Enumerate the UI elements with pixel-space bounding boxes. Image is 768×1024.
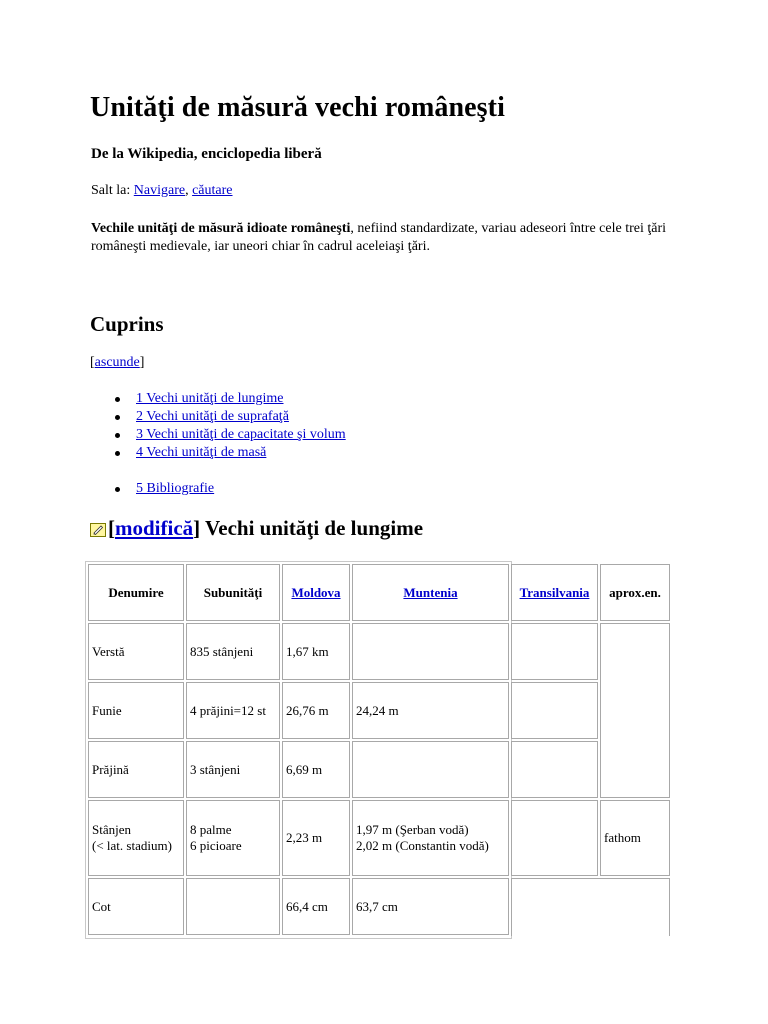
subunitati-line: 6 picioare (190, 838, 242, 853)
table-cell-subunitati: 4 prăjini=12 st (186, 682, 280, 739)
bullet-icon (115, 415, 120, 420)
toc-hide-open: [ (90, 355, 95, 370)
toc-list-extra (115, 480, 214, 498)
table-cell-muntenia (352, 623, 509, 680)
subunitati-line: 8 palme (190, 822, 232, 837)
toc-list (115, 390, 346, 462)
table-cell-denumire: Verstă (88, 623, 184, 680)
jump-to-bar (91, 183, 233, 199)
bullet-icon (115, 487, 120, 492)
toc-item (115, 390, 346, 408)
edit-open: [ (108, 516, 115, 540)
intro-paragraph (91, 220, 681, 256)
page-subtitle: De la Wikipedia, enciclopedia liberă (91, 146, 322, 162)
table-cell-moldova: 66,4 cm (282, 878, 350, 935)
table-cell-aprox-en: fathom (600, 800, 670, 876)
toc-link-masa[interactable]: 4 Vechi unităţi de masă (136, 445, 267, 460)
table-cell-denumire: Funie (88, 682, 184, 739)
table-cell-moldova: 6,69 m (282, 741, 350, 798)
units-table (85, 561, 670, 939)
section-title: Vechi unităţi de lungime (200, 516, 424, 540)
search-link[interactable]: căutare (192, 183, 233, 198)
muntenia-line: 1,97 m (Şerban vodă) (356, 822, 469, 837)
denumire-line: (< lat. stadium) (92, 838, 172, 853)
page-title: Unităţi de măsură vechi româneşti (90, 92, 505, 123)
intro-bold-term: Vechile unităţi de măsură idioate româneşti (91, 221, 351, 236)
toc-item (115, 408, 346, 426)
transilvania-link[interactable]: Transilvania (519, 584, 590, 600)
toc-item (115, 426, 346, 444)
table-cell-aprox-empty (600, 623, 670, 798)
header-subunitati: Subunităţi (186, 564, 280, 621)
header-transilvania (511, 564, 598, 621)
intro-text: , nefiind standardizate, variau adeseori între cele trei ţări româneşti medievale, iar uneori chiar în cadrul aceleiaşi ţări. (91, 221, 667, 254)
table-cell-denumire (88, 800, 184, 876)
table-cell-denumire: Prăjină (88, 741, 184, 798)
header-aprox-en: aprox.en. (600, 564, 670, 621)
table-cell-muntenia (352, 741, 509, 798)
table-cell-moldova: 26,76 m (282, 682, 350, 739)
bullet-icon (115, 397, 120, 402)
denumire-line: Stânjen (92, 822, 131, 837)
bullet-icon (115, 433, 120, 438)
muntenia-line: 2,02 m (Constantin vodă) (356, 838, 489, 853)
toc-link-bibliografie[interactable]: 5 Bibliografie (136, 481, 215, 496)
table-cell-muntenia (352, 800, 509, 876)
navigation-link[interactable]: Navigare (133, 183, 186, 198)
table-cell-denumire: Cot (88, 878, 184, 935)
table-cell-transilvania (511, 878, 670, 936)
jump-separator: , (185, 183, 193, 198)
table-cell-moldova: 1,67 km (282, 623, 350, 680)
moldova-link[interactable]: Moldova (291, 584, 341, 600)
table-cell-transilvania (511, 623, 598, 680)
edit-section-link[interactable]: modifică (115, 516, 194, 540)
toc-link-suprafata[interactable]: 2 Vechi unităţi de suprafaţă (136, 409, 289, 424)
edit-pencil-icon[interactable] (90, 523, 106, 537)
table-cell-subunitati (186, 800, 280, 876)
header-moldova (282, 564, 350, 621)
toc-hide-close: ] (139, 355, 145, 370)
toc-hide-link[interactable]: ascunde (94, 355, 140, 370)
table-cell-moldova: 2,23 m (282, 800, 350, 876)
table-cell-transilvania (511, 800, 598, 876)
bullet-icon (115, 451, 120, 456)
jump-prefix: Salt la: (91, 183, 134, 198)
header-denumire: Denumire (88, 564, 184, 621)
toc-hide-toggle (90, 355, 144, 371)
table-cell-subunitati (186, 878, 280, 935)
toc-link-capacitate[interactable]: 3 Vechi unităţi de capacitate şi volum (136, 427, 346, 442)
muntenia-link[interactable]: Muntenia (403, 584, 458, 600)
section-heading (90, 516, 423, 541)
toc-title: Cuprins (90, 312, 164, 336)
table-cell-muntenia: 63,7 cm (352, 878, 509, 935)
edit-close: ] (193, 516, 201, 540)
table-cell-transilvania (511, 741, 598, 798)
table-cell-subunitati: 835 stânjeni (186, 623, 280, 680)
toc-item (115, 444, 346, 462)
toc-item (115, 480, 214, 498)
table-cell-subunitati: 3 stânjeni (186, 741, 280, 798)
table-cell-muntenia: 24,24 m (352, 682, 509, 739)
table-cell-transilvania (511, 682, 598, 739)
header-muntenia (352, 564, 509, 621)
toc-link-lungime[interactable]: 1 Vechi unităţi de lungime (136, 391, 284, 406)
